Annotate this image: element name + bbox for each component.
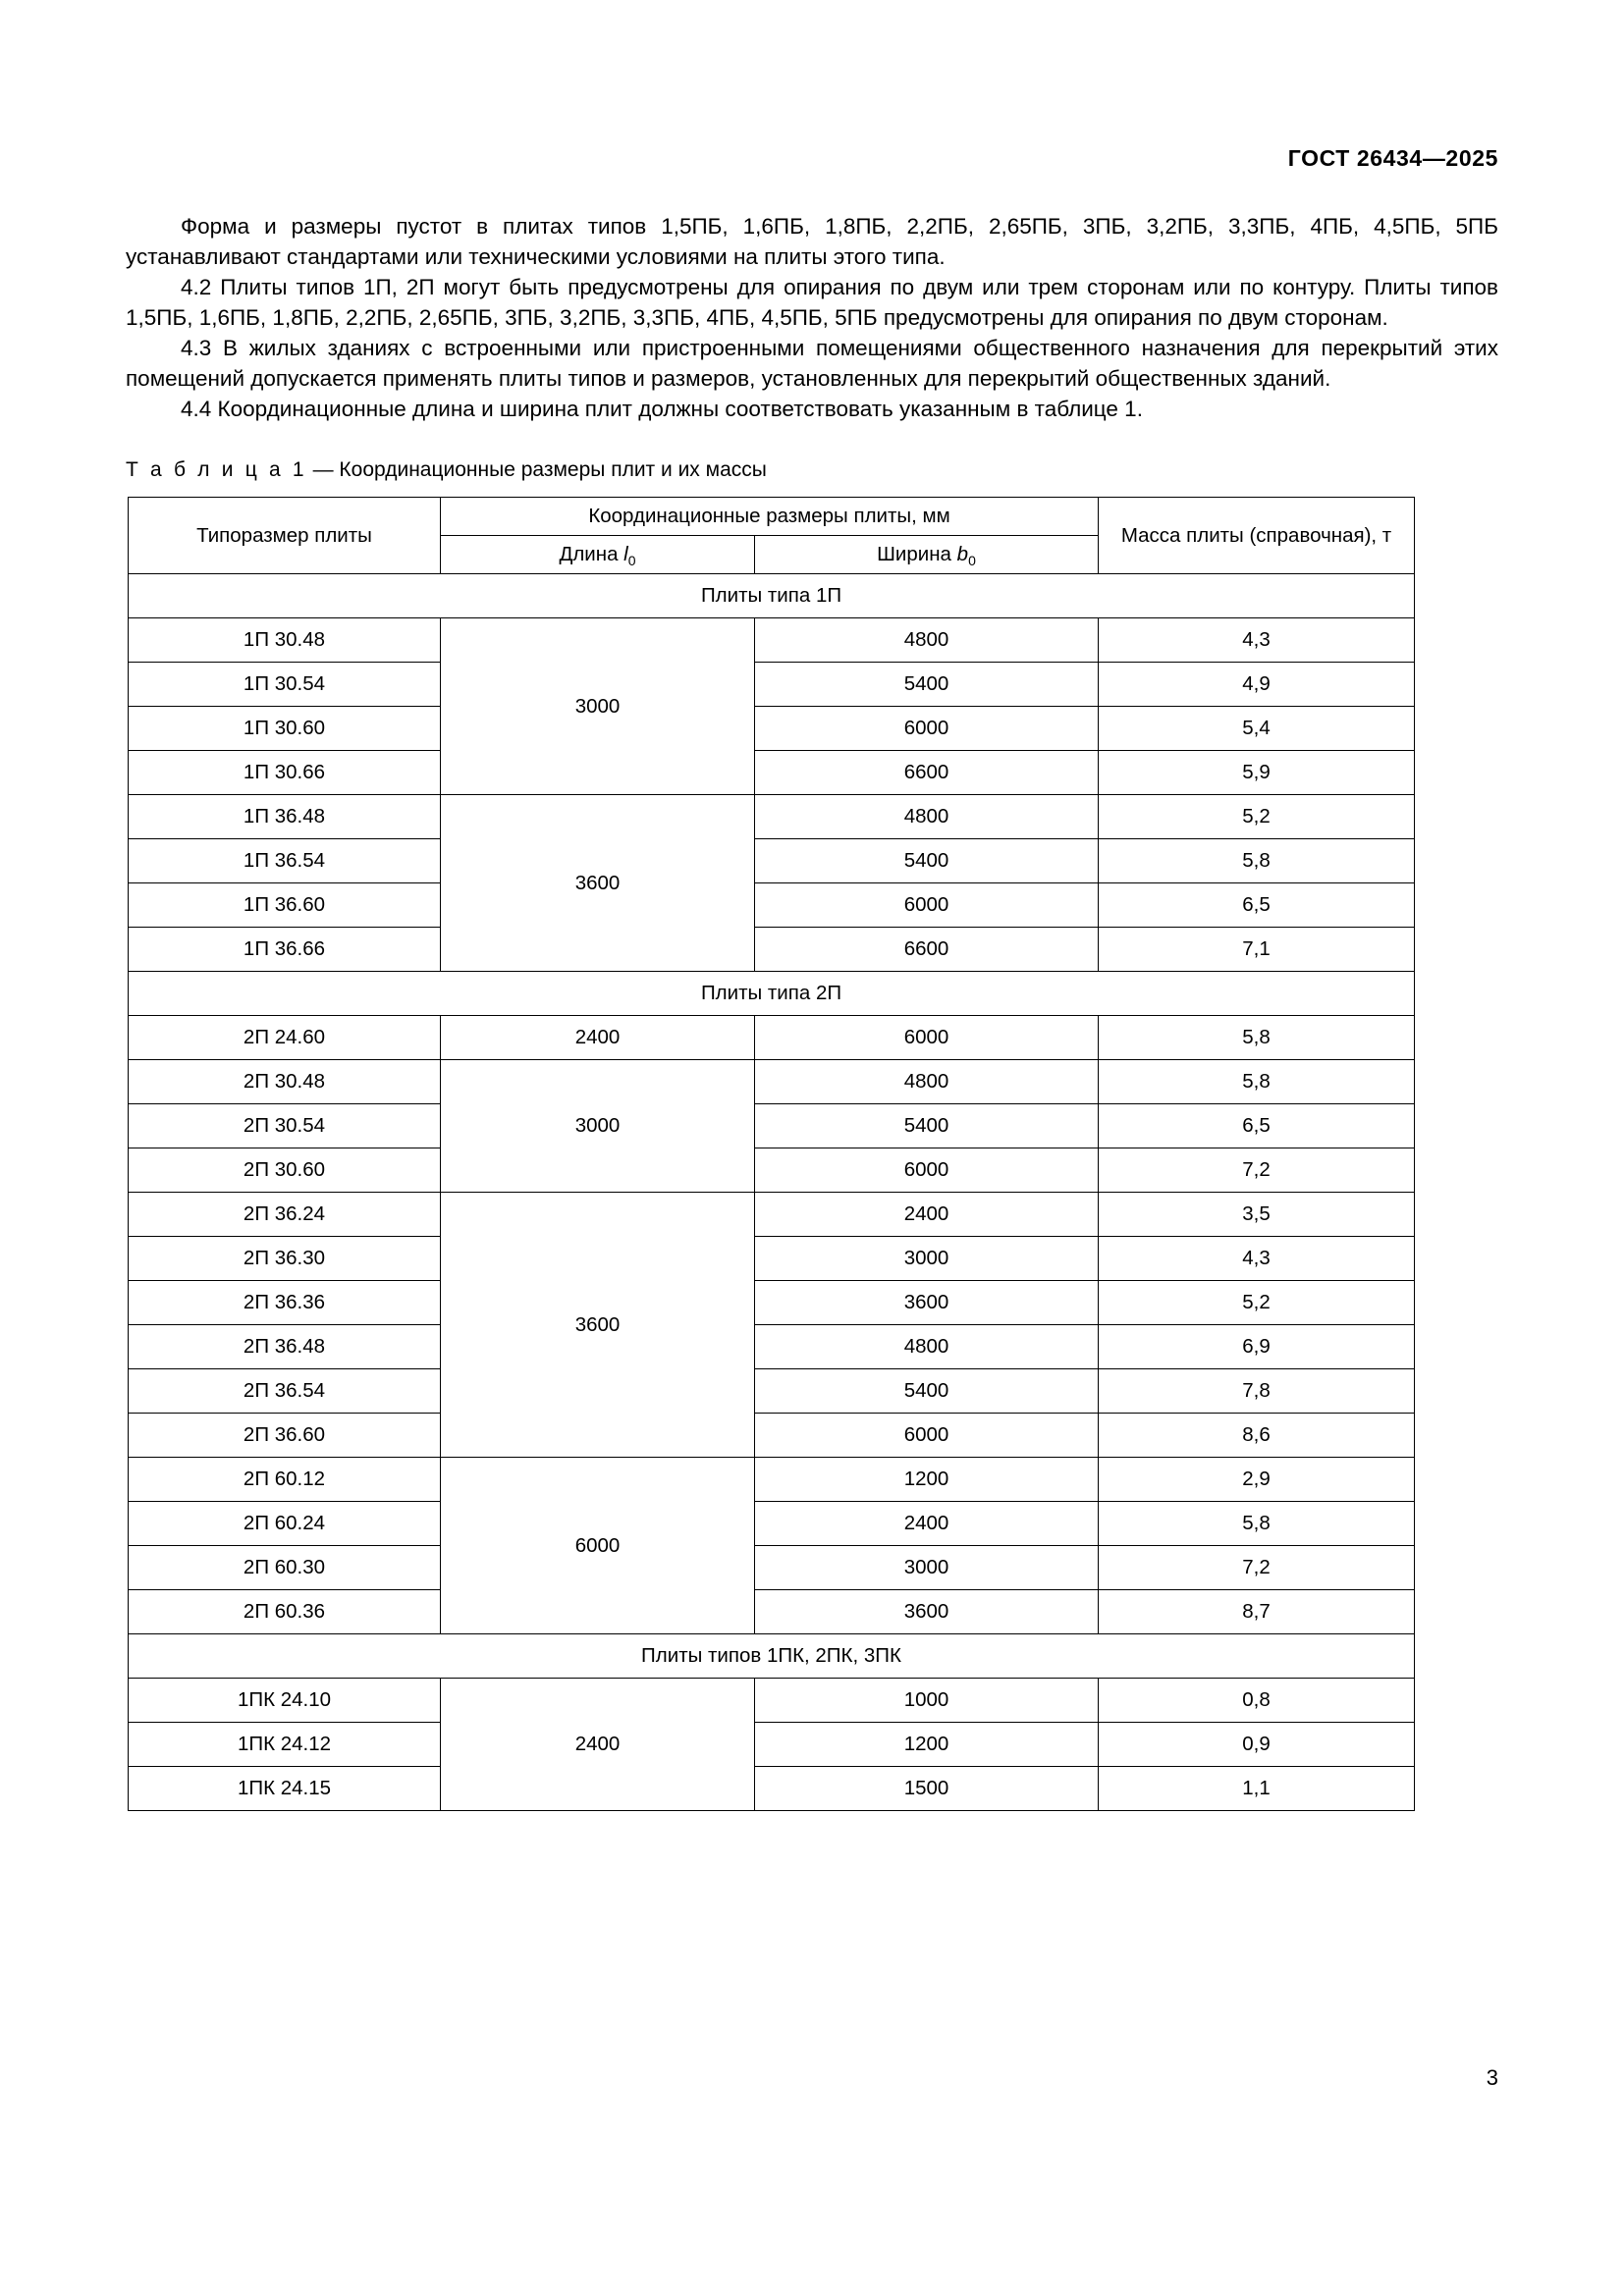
header-length-text: Длина — [559, 543, 624, 565]
table-row — [129, 1369, 1415, 1414]
table-row — [129, 795, 1415, 839]
cell-typesize: 2П 24.60 — [129, 1016, 441, 1060]
header-length-symbol: l — [623, 543, 628, 565]
document-body — [126, 211, 1498, 1811]
cell-typesize: 2П 36.30 — [129, 1237, 441, 1281]
cell-width: 4800 — [755, 1060, 1099, 1104]
table-row — [129, 1016, 1415, 1060]
cell-length: 3600 — [441, 1193, 755, 1458]
cell-typesize: 1П 36.54 — [129, 839, 441, 883]
paragraph-4-2: 4.2 Плиты типов 1П, 2П могут быть предусмотрены для опирания по двум или трем сторонам или по контуру. Плиты типов 1,5ПБ, 1,6ПБ, 1,8ПБ, 2,2ПБ, 2,65ПБ, 3ПБ, 3,2ПБ, 3,3ПБ, 4ПБ, 4,5ПБ, 5ПБ предусмотрены для опирания по двум сторонам. — [126, 275, 1498, 330]
cell-width: 5400 — [755, 1104, 1099, 1148]
table-caption-text: — Координационные размеры плит и их массы — [312, 458, 767, 481]
table-row — [129, 1060, 1415, 1104]
cell-typesize: 2П 30.48 — [129, 1060, 441, 1104]
cell-width: 5400 — [755, 663, 1099, 707]
table-row — [129, 1104, 1415, 1148]
cell-typesize: 2П 30.54 — [129, 1104, 441, 1148]
page-number: 3 — [1486, 2065, 1498, 2090]
cell-width: 5400 — [755, 1369, 1099, 1414]
cell-length: 3600 — [441, 795, 755, 972]
cell-typesize: 1П 30.66 — [129, 751, 441, 795]
table-row — [129, 1590, 1415, 1634]
cell-mass: 3,5 — [1099, 1193, 1415, 1237]
cell-mass: 7,2 — [1099, 1546, 1415, 1590]
table-head — [129, 498, 1415, 574]
table-row — [129, 1193, 1415, 1237]
cell-width: 1200 — [755, 1723, 1099, 1767]
cell-mass: 4,9 — [1099, 663, 1415, 707]
cell-typesize: 1П 36.66 — [129, 928, 441, 972]
cell-width: 6600 — [755, 928, 1099, 972]
cell-typesize: 1П 36.60 — [129, 883, 441, 928]
cell-width: 6600 — [755, 751, 1099, 795]
table-row — [129, 1148, 1415, 1193]
header-coordinate-dims: Координационные размеры плиты, мм — [441, 498, 1099, 536]
cell-typesize: 2П 36.60 — [129, 1414, 441, 1458]
cell-typesize: 1ПК 24.12 — [129, 1723, 441, 1767]
cell-width: 6000 — [755, 1016, 1099, 1060]
table-row — [129, 1414, 1415, 1458]
table-row — [129, 1679, 1415, 1723]
paragraph-4-4: 4.4 Координационные длина и ширина плит должны соответствовать указанным в таблице 1. — [181, 397, 1143, 421]
cell-mass: 6,9 — [1099, 1325, 1415, 1369]
cell-typesize: 1П 30.48 — [129, 618, 441, 663]
cell-mass: 5,8 — [1099, 1060, 1415, 1104]
cell-typesize: 2П 36.24 — [129, 1193, 441, 1237]
cell-length: 3000 — [441, 1060, 755, 1193]
table-body — [129, 574, 1415, 1811]
cell-width: 2400 — [755, 1502, 1099, 1546]
header-length-subscript: 0 — [627, 553, 636, 568]
table-row — [129, 1546, 1415, 1590]
cell-mass: 1,1 — [1099, 1767, 1415, 1811]
cell-length: 3000 — [441, 618, 755, 795]
table-row — [129, 707, 1415, 751]
table-caption — [126, 457, 1498, 483]
table-row — [129, 1502, 1415, 1546]
header-width-subscript: 0 — [968, 553, 976, 568]
cell-typesize: 1П 36.48 — [129, 795, 441, 839]
cell-width: 2400 — [755, 1193, 1099, 1237]
cell-typesize: 2П 36.54 — [129, 1369, 441, 1414]
cell-mass: 2,9 — [1099, 1458, 1415, 1502]
cell-mass: 7,2 — [1099, 1148, 1415, 1193]
table-section-row — [129, 972, 1415, 1016]
cell-width: 6000 — [755, 1148, 1099, 1193]
table-row — [129, 663, 1415, 707]
table-row — [129, 839, 1415, 883]
cell-mass: 7,1 — [1099, 928, 1415, 972]
header-width-text: Ширина — [877, 543, 957, 565]
cell-mass: 7,8 — [1099, 1369, 1415, 1414]
header-typesize: Типоразмер плиты — [129, 498, 441, 574]
cell-typesize: 2П 60.12 — [129, 1458, 441, 1502]
cell-width: 3000 — [755, 1237, 1099, 1281]
cell-width: 6000 — [755, 1414, 1099, 1458]
table-row — [129, 1237, 1415, 1281]
cell-length: 2400 — [441, 1679, 755, 1811]
table-row — [129, 751, 1415, 795]
cell-typesize: 2П 30.60 — [129, 1148, 441, 1193]
table-row — [129, 1325, 1415, 1369]
cell-mass: 6,5 — [1099, 1104, 1415, 1148]
cell-typesize: 2П 60.30 — [129, 1546, 441, 1590]
cell-width: 4800 — [755, 1325, 1099, 1369]
cell-mass: 5,8 — [1099, 839, 1415, 883]
table-row — [129, 883, 1415, 928]
table-row — [129, 1281, 1415, 1325]
cell-typesize: 1ПК 24.10 — [129, 1679, 441, 1723]
cell-mass: 8,7 — [1099, 1590, 1415, 1634]
cell-width: 4800 — [755, 795, 1099, 839]
cell-typesize: 2П 60.24 — [129, 1502, 441, 1546]
cell-mass: 5,2 — [1099, 1281, 1415, 1325]
table-header-row-1 — [129, 498, 1415, 536]
cell-width: 6000 — [755, 707, 1099, 751]
section-title-1p: Плиты типа 1П — [129, 574, 1415, 618]
table-caption-label: Т а б л и ц а 1 — [126, 458, 307, 481]
cell-typesize: 1П 30.60 — [129, 707, 441, 751]
cell-width: 4800 — [755, 618, 1099, 663]
cell-length: 2400 — [441, 1016, 755, 1060]
cell-width: 5400 — [755, 839, 1099, 883]
table-section-row — [129, 574, 1415, 618]
cell-mass: 5,2 — [1099, 795, 1415, 839]
plate-dimensions-table — [128, 497, 1415, 1811]
cell-mass: 5,9 — [1099, 751, 1415, 795]
cell-width: 1200 — [755, 1458, 1099, 1502]
table-section-row — [129, 1634, 1415, 1679]
cell-typesize: 2П 36.48 — [129, 1325, 441, 1369]
header-mass: Масса плиты (справочная), т — [1099, 498, 1415, 574]
cell-mass: 4,3 — [1099, 1237, 1415, 1281]
table-row — [129, 1458, 1415, 1502]
cell-mass: 0,9 — [1099, 1723, 1415, 1767]
cell-mass: 5,8 — [1099, 1016, 1415, 1060]
cell-typesize: 2П 36.36 — [129, 1281, 441, 1325]
header-width-symbol: b — [956, 543, 969, 565]
cell-width: 3600 — [755, 1281, 1099, 1325]
cell-mass: 8,6 — [1099, 1414, 1415, 1458]
header-length — [441, 536, 755, 574]
page-header-standard: ГОСТ 26434—2025 — [1287, 145, 1498, 171]
cell-width: 1000 — [755, 1679, 1099, 1723]
table-row — [129, 928, 1415, 972]
section-title-pk: Плиты типов 1ПК, 2ПК, 3ПК — [129, 1634, 1415, 1679]
paragraph-4-3: 4.3 В жилых зданиях с встроенными или пристроенными помещениями общественного назначения для перекрытий этих помещений допускается применять плиты типов и размеров, установленных для перекрытий общественных зданий. — [126, 336, 1498, 391]
cell-typesize: 2П 60.36 — [129, 1590, 441, 1634]
cell-length: 6000 — [441, 1458, 755, 1634]
cell-width: 1500 — [755, 1767, 1099, 1811]
cell-width: 3600 — [755, 1590, 1099, 1634]
cell-mass: 5,8 — [1099, 1502, 1415, 1546]
cell-typesize: 1ПК 24.15 — [129, 1767, 441, 1811]
section-title-2p: Плиты типа 2П — [129, 972, 1415, 1016]
cell-mass: 0,8 — [1099, 1679, 1415, 1723]
cell-mass: 5,4 — [1099, 707, 1415, 751]
cell-mass: 6,5 — [1099, 883, 1415, 928]
paragraph-intro: Форма и размеры пустот в плитах типов 1,5ПБ, 1,6ПБ, 1,8ПБ, 2,2ПБ, 2,65ПБ, 3ПБ, 3,2ПБ, 3,3ПБ, 4ПБ, 4,5ПБ, 5ПБ устанавливают стандартами или техническими условиями на плиты этого типа. — [126, 214, 1498, 269]
header-width — [755, 536, 1099, 574]
cell-typesize: 1П 30.54 — [129, 663, 441, 707]
table-row — [129, 618, 1415, 663]
cell-mass: 4,3 — [1099, 618, 1415, 663]
cell-width: 6000 — [755, 883, 1099, 928]
cell-width: 3000 — [755, 1546, 1099, 1590]
table-row — [129, 1767, 1415, 1811]
table-row — [129, 1723, 1415, 1767]
